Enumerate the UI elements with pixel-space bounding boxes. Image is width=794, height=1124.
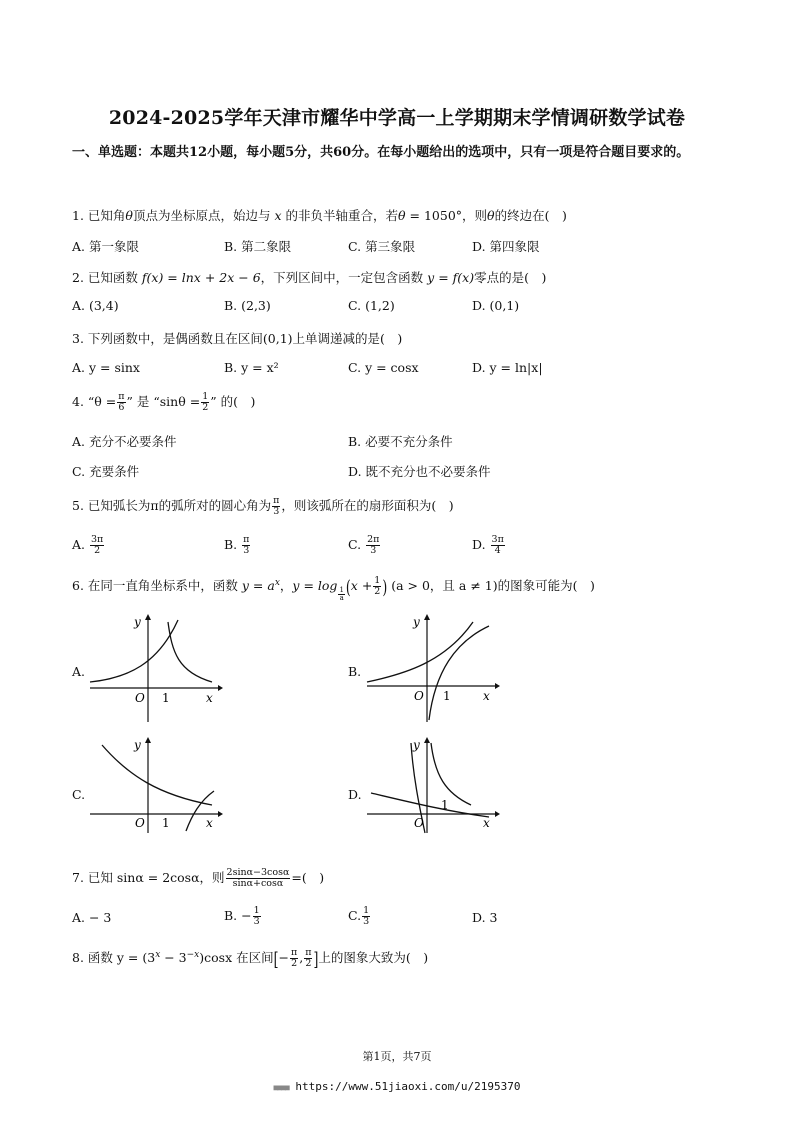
- q6-function: y = log: [292, 578, 338, 594]
- tick-one-label: 1: [162, 816, 170, 830]
- fraction: [117, 392, 125, 413]
- numerator: π: [243, 534, 250, 545]
- denominator: 2: [291, 958, 298, 970]
- q5-option-a[interactable]: [72, 535, 105, 556]
- denominator: 2: [374, 586, 381, 598]
- denominator: 3: [253, 916, 260, 927]
- q7-stem: 7. 已知 sinα = 2cosα，则: [72, 870, 225, 885]
- q2-function: f(x) = ln: [141, 270, 194, 285]
- denominator: 3: [243, 545, 250, 556]
- q1-option-a[interactable]: A. 第一象限: [72, 239, 139, 254]
- fraction: [201, 392, 209, 413]
- denominator: 4: [494, 545, 501, 556]
- q4-option-c[interactable]: C. 充要条件: [72, 464, 140, 479]
- numerator: 2sinα−3cosα: [226, 867, 290, 878]
- q6-graph-c[interactable]: [88, 735, 223, 835]
- q2-option-d[interactable]: D. (0,1): [472, 298, 520, 313]
- numerator: 2π: [367, 534, 380, 545]
- exponent: x: [155, 950, 161, 960]
- option-label: A.: [72, 537, 86, 552]
- q2-stem: ，下列区间中，一定包含函数: [260, 270, 424, 285]
- axis-y-label: y: [413, 615, 420, 629]
- q1-stem: 的终边在( ): [494, 208, 567, 223]
- fraction: [272, 496, 280, 517]
- q6-option-a-label[interactable]: A.: [72, 664, 86, 679]
- q4-stem: 4. “θ =: [72, 394, 117, 409]
- q6-option-b-label[interactable]: B.: [348, 664, 362, 679]
- q1-stem: 的非负半轴重合，若: [285, 208, 398, 223]
- denominator: 2: [94, 545, 101, 556]
- theta-symbol: θ: [125, 208, 133, 223]
- q2-function: y = f(x): [427, 270, 475, 285]
- axis-x-label: x: [206, 816, 213, 830]
- option-label: C.: [348, 908, 362, 923]
- numerator: π: [290, 947, 298, 959]
- theta-symbol: θ: [398, 208, 406, 223]
- fraction: [253, 906, 261, 927]
- origin-label: O: [135, 691, 145, 705]
- q1-option-d[interactable]: D. 第四象限: [472, 239, 540, 254]
- tick-one-label: 1: [162, 691, 170, 705]
- q1-stem: 顶点为坐标原点，始边与: [132, 208, 271, 223]
- denominator: sinα+cosα: [232, 878, 284, 889]
- q7-option-b[interactable]: [224, 906, 262, 927]
- tick-one-label: 1: [441, 798, 449, 812]
- q2-option-a[interactable]: A. (3,4): [72, 298, 119, 313]
- numerator: 3π: [91, 534, 104, 545]
- denominator: 3: [363, 916, 370, 927]
- paren-open: (: [345, 575, 351, 598]
- q6-graph-b[interactable]: [365, 612, 500, 724]
- question-8: [72, 948, 428, 969]
- q4-option-b[interactable]: B. 必要不充分条件: [348, 434, 453, 449]
- q2-stem: 零点的是( ): [474, 270, 547, 285]
- axis-x-label: x: [483, 689, 490, 703]
- exponent: x: [274, 578, 280, 588]
- bracket-close: ]: [313, 947, 319, 970]
- q1-stem: = 1050°，则: [409, 208, 488, 223]
- question-4: [72, 392, 255, 413]
- fraction: [366, 535, 380, 556]
- numerator: 1: [339, 586, 344, 595]
- q6-stem: (a > 0，且 a ≠ 1)的图象可能为( ): [391, 578, 595, 594]
- q5-stem: 5. 已知弧长为π的弧所对的圆心角为: [72, 498, 272, 513]
- q4-stem: ” 的( ): [210, 394, 256, 409]
- section-heading: 一、单选题：本题共12小题，每小题5分，共60分。在每小题给出的选项中，只有一项是符合题目要求的。: [72, 145, 690, 160]
- q4-stem: ” 是 “sinθ =: [126, 394, 201, 409]
- q1-option-c[interactable]: C. 第三象限: [348, 239, 416, 254]
- axis-x-label: x: [206, 691, 213, 705]
- bracket-open: [: [273, 947, 279, 970]
- origin-label: O: [414, 816, 424, 830]
- question-3: 3. 下列函数中，是偶函数且在区间(0,1)上单调递减的是( ): [72, 331, 403, 346]
- numerator: π: [118, 391, 125, 402]
- fraction: [90, 535, 104, 556]
- option-label: C.: [348, 537, 362, 552]
- q8-stem: 上的图象大致为( ): [318, 950, 429, 966]
- q6-function: x +: [350, 578, 373, 594]
- page-title: 2024-2025学年天津市耀华中学高一上学期期末学情调研数学试卷: [108, 107, 686, 129]
- q2-option-c[interactable]: C. (1,2): [348, 298, 395, 313]
- q8-stem: − 3: [160, 950, 187, 966]
- denominator: 6: [118, 402, 125, 413]
- q3-option-b[interactable]: B. y = x²: [224, 360, 279, 375]
- q5-option-c[interactable]: [348, 535, 381, 556]
- q7-option-a[interactable]: A. − 3: [72, 910, 112, 925]
- q1-stem: 1. 已知角: [72, 208, 126, 223]
- question-6: [72, 576, 595, 602]
- q4-option-a[interactable]: A. 充分不必要条件: [72, 434, 177, 449]
- theta-symbol: θ: [487, 208, 495, 223]
- q6-graph-a[interactable]: [88, 612, 223, 724]
- fraction: [290, 948, 298, 969]
- question-1: [72, 206, 567, 224]
- numerator: 1: [253, 905, 260, 916]
- question-5: [72, 496, 454, 517]
- q1-option-b[interactable]: B. 第二象限: [224, 239, 292, 254]
- option-label: B.: [224, 537, 238, 552]
- minus-sign: −: [278, 950, 289, 966]
- option-label: B. −: [224, 908, 252, 923]
- q3-option-c[interactable]: C. y = cosx: [348, 360, 419, 375]
- q8-stem: 8. 函数 y = (3: [72, 950, 156, 966]
- q6-stem: 6. 在同一直角坐标系中，函数: [72, 578, 238, 594]
- log-base: [338, 587, 344, 602]
- fraction: [373, 576, 381, 597]
- fraction: [242, 535, 250, 556]
- fraction: [362, 906, 370, 927]
- option-label: D.: [472, 537, 486, 552]
- paren-close: ): [382, 575, 388, 598]
- q4-option-d[interactable]: D. 既不充分也不必要条件: [348, 464, 491, 479]
- axis-y-label: y: [134, 615, 141, 629]
- q6-stem: ，: [279, 578, 293, 594]
- numerator: 1: [363, 905, 370, 916]
- comma: ,: [299, 950, 304, 966]
- q5-option-b[interactable]: [224, 535, 251, 556]
- fraction: [304, 948, 312, 969]
- q6-option-c-label[interactable]: C.: [72, 787, 86, 802]
- axis-y-label: y: [134, 738, 141, 752]
- q7-option-d[interactable]: D. 3: [472, 910, 498, 925]
- q3-option-a[interactable]: A. y = sinx: [72, 360, 140, 375]
- q5-option-d[interactable]: [472, 535, 506, 556]
- numerator: 1: [374, 575, 381, 587]
- q3-option-d[interactable]: D. y = ln|x|: [472, 360, 543, 375]
- question-7: [72, 868, 324, 889]
- q8-stem: )cosx 在区间: [199, 950, 274, 966]
- question-2: [72, 268, 546, 286]
- tick-one-label: 1: [443, 689, 451, 703]
- origin-label: O: [414, 689, 424, 703]
- numerator: 1: [202, 391, 209, 402]
- origin-label: O: [135, 816, 145, 830]
- denominator: 2: [305, 958, 312, 970]
- q6-option-d-label[interactable]: D.: [348, 787, 362, 802]
- q7-option-c[interactable]: [348, 906, 371, 927]
- q7-stem: =( ): [291, 870, 325, 885]
- source-url-line: [0, 1080, 794, 1093]
- fraction: [226, 868, 291, 889]
- fraction: [491, 535, 505, 556]
- axis-x-label: x: [483, 816, 490, 830]
- source-url[interactable]: https://www.51jiaoxi.com/u/2195370: [295, 1080, 521, 1093]
- axis-y-label: y: [413, 738, 420, 752]
- q2-option-b[interactable]: B. (2,3): [224, 298, 271, 313]
- page-footer: 第1页，共7页: [362, 1050, 432, 1063]
- q5-stem: ，则该弧所在的扇形面积为( ): [281, 498, 454, 513]
- q2-function: x + 2x − 6: [193, 270, 261, 285]
- q6-function: y = a: [241, 578, 275, 594]
- q2-stem: 2. 已知函数: [72, 270, 138, 285]
- numerator: π: [305, 947, 312, 959]
- denominator: 3: [370, 545, 377, 556]
- denominator: 2: [202, 402, 209, 413]
- x-symbol: x: [274, 208, 282, 223]
- exponent: −x: [186, 950, 200, 960]
- denominator: 3: [273, 506, 280, 517]
- denominator: a: [339, 594, 344, 603]
- numerator: 3π: [491, 534, 504, 545]
- numerator: π: [273, 495, 280, 506]
- q6-graph-d[interactable]: [365, 735, 500, 835]
- watermark-logo: ■■■■: [273, 1083, 289, 1092]
